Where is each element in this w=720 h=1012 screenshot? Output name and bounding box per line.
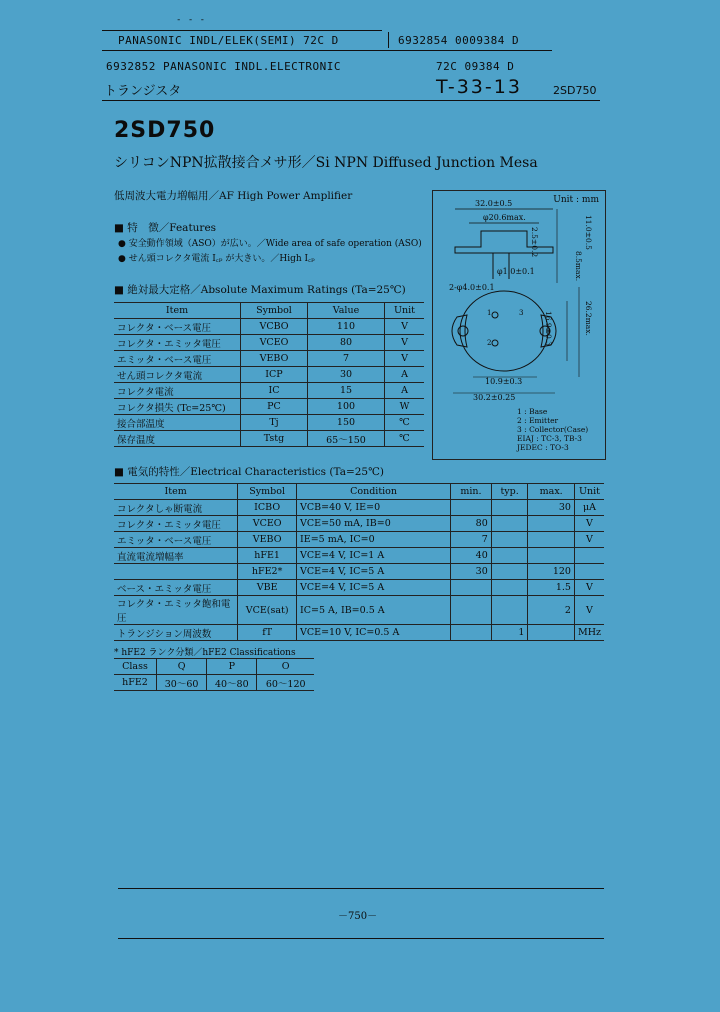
dim-width: 32.0±0.5 [475,199,513,208]
table-cell: ℃ [385,415,425,431]
table-cell [528,516,575,532]
table-cell: MHz [574,625,604,641]
col-header: min. [451,484,492,500]
table-cell [491,564,528,580]
hfe-class-table [114,658,314,691]
table-cell: Tj [241,415,308,431]
pin-label: 3 [519,309,524,317]
table-cell: 30 [528,500,575,516]
table-cell [574,548,604,564]
table-row [114,399,424,415]
table-cell: 直流電流増幅率 [114,548,238,564]
table-cell: 100 [308,399,385,415]
table-cell [491,580,528,596]
elec-table [114,483,604,641]
table-cell: エミッタ・ベース電圧 [114,532,238,548]
table-cell: 110 [308,319,385,335]
table-cell: 120 [528,564,575,580]
col-header: Symbol [238,484,297,500]
table-header-row [114,303,424,319]
part-number-right: 2SD750 [553,84,597,97]
table-row [114,548,604,564]
col-header: Condition [297,484,451,500]
table-cell: VCE=4 V, IC=1 A [297,548,451,564]
table-row [114,351,424,367]
col-header: Class [114,659,157,675]
table-row [114,675,314,691]
table-cell [574,564,604,580]
table-cell: ICBO [238,500,297,516]
table-cell: 80 [451,516,492,532]
stamp-line1-b: 6932854 0009384 D [398,34,520,47]
dim-lead: 11.0±0.5 [584,215,593,250]
table-cell: VEBO [241,351,308,367]
col-header: Item [114,303,241,319]
table-row [114,516,604,532]
table-cell: コレクタ損失 (Tc=25℃) [114,399,241,415]
table-cell: A [385,367,425,383]
category-label: トランジスタ [104,84,182,99]
table-cell: コレクタ・エミッタ電圧 [114,516,238,532]
table-cell [491,548,528,564]
table-cell: Tstg [241,431,308,447]
table-cell: 40～80 [207,675,257,691]
legend-line: 3 : Collector(Case) [517,425,589,434]
dim-hole: 2-φ4.0±0.1 [449,283,495,292]
table-cell: 接合部温度 [114,415,241,431]
table-row [114,580,604,596]
table-cell: μA [574,500,604,516]
table-row [114,335,424,351]
page-number: －750－ [338,911,378,922]
table-row [114,532,604,548]
table-cell: コレクタ電流 [114,383,241,399]
hfe-class-heading: * hFE2 ランク分類／hFE2 Classifications [114,648,296,658]
table-cell: 7 [451,532,492,548]
stamp-line2-b: 72C 09384 D [436,60,515,73]
col-header: max. [528,484,575,500]
dim-pin-row: 10.9±0.3 [485,377,523,386]
table-cell: VCE=4 V, IC=5 A [297,580,451,596]
table-cell: 65～150 [308,431,385,447]
table-cell [491,516,528,532]
legend-line: EIAJ : TC-3, TB-3 [517,434,582,443]
table-cell: コレクタ・エミッタ電圧 [114,335,241,351]
table-row [114,500,604,516]
table-cell: 80 [308,335,385,351]
col-header: Value [308,303,385,319]
stamp-line2-a: 6932852 PANASONIC INDL.ELECTRONIC [106,60,342,73]
subtitle: シリコンNPN拡散接合メサ形／Si NPN Diffused Junction Mesa [114,155,538,171]
table-cell: hFE2 [114,675,157,691]
table-cell: VEBO [238,532,297,548]
table-cell: 30 [451,564,492,580]
table-row [114,415,424,431]
col-header: O [257,659,314,675]
table-cell: 保存温度 [114,431,241,447]
table-cell: V [385,319,425,335]
table-row [114,383,424,399]
table-row [114,596,604,625]
top-dash: - - - [176,15,206,25]
application: 低周波大電力増幅用／AF High Power Amplifier [114,190,353,202]
pin-label: 2 [487,339,492,347]
table-cell: hFE2* [238,564,297,580]
dim-pin-spacing: 16.9±0.3 [544,311,553,346]
table-cell: VCB=40 V, IE=0 [297,500,451,516]
table-cell: コレクタ・エミッタ飽和電圧 [114,596,238,625]
table-cell [451,500,492,516]
col-header: Unit [574,484,604,500]
table-cell: エミッタ・ベース電圧 [114,351,241,367]
table-cell: V [385,335,425,351]
table-cell: ベース・エミッタ電圧 [114,580,238,596]
table-cell [451,580,492,596]
table-cell: 40 [451,548,492,564]
table-row [114,564,604,580]
dim-hole-spacing: 30.2±0.25 [473,393,516,402]
table-cell: VCE=4 V, IC=5 A [297,564,451,580]
table-cell: VCE(sat) [238,596,297,625]
handwritten-code: T-33-13 [436,76,522,98]
table-cell: 1.5 [528,580,575,596]
dim-pin-dia: φ1.0±0.1 [497,267,535,276]
table-cell: V [574,516,604,532]
table-cell: W [385,399,425,415]
legend-line: 1 : Base [517,407,548,416]
package-drawing [432,190,606,460]
table-cell: VCEO [238,516,297,532]
table-row [114,625,604,641]
table-cell: IC=5 A, IB=0.5 A [297,596,451,625]
table-cell: IC [241,383,308,399]
table-row [114,431,424,447]
col-header: Symbol [241,303,308,319]
col-header: Unit [385,303,425,319]
unit-label: Unit : mm [553,195,599,205]
table-cell: V [574,580,604,596]
table-cell: PC [241,399,308,415]
dim-height: 2.5±0.2 [530,227,539,258]
pin-legend [517,407,588,452]
col-header: P [207,659,257,675]
table-cell: ℃ [385,431,425,447]
table-cell [528,548,575,564]
dim-max-h: 8.5max. [574,251,583,282]
table-cell: VCEO [241,335,308,351]
table-cell: VCE=10 V, IC=0.5 A [297,625,451,641]
page-title: 2SD750 [114,118,216,143]
table-cell: 1 [491,625,528,641]
legend-line: JEDEC : TO-3 [517,443,569,452]
table-cell: 30～60 [157,675,207,691]
elec-heading: ■ 電気的特性／Electrical Characteristics (Ta=25℃) [114,466,384,478]
features-heading: ■ 特 徴／Features [114,222,217,234]
table-cell: トランジション周波数 [114,625,238,641]
table-cell: 30 [308,367,385,383]
table-cell [451,596,492,625]
table-cell: VCE=50 mA, IB=0 [297,516,451,532]
table-cell: V [385,351,425,367]
table-header-row [114,484,604,500]
table-cell: 2 [528,596,575,625]
table-cell: V [574,532,604,548]
table-cell [528,532,575,548]
table-cell [491,596,528,625]
table-cell: A [385,383,425,399]
feature-item: ● 安全動作領域（ASO）が広い。／Wide area of safe operation (ASO) [118,239,422,249]
table-cell: IE=5 mA, IC=0 [297,532,451,548]
pin-label: 1 [487,309,492,317]
table-cell: 60～120 [257,675,314,691]
table-cell [528,625,575,641]
abs-max-heading: ■ 絶対最大定格／Absolute Maximum Ratings (Ta=25℃) [114,284,406,296]
table-cell [491,532,528,548]
table-cell: hFE1 [238,548,297,564]
table-header-row [114,659,314,675]
table-cell: 15 [308,383,385,399]
table-cell: コレクタしゃ断電流 [114,500,238,516]
abs-max-table [114,302,424,447]
table-row [114,319,424,335]
feature-item: ● せん頭コレクタ電流 I꜀ₚ が大きい。／High I꜀ₚ [118,254,315,264]
legend-line: 2 : Emitter [517,416,559,425]
col-header: Item [114,484,238,500]
table-cell: 7 [308,351,385,367]
table-cell: せん頭コレクタ電流 [114,367,241,383]
table-cell: VCBO [241,319,308,335]
table-cell: ICP [241,367,308,383]
table-cell: コレクタ・ベース電圧 [114,319,241,335]
col-header: Q [157,659,207,675]
table-cell: 150 [308,415,385,431]
table-cell: V [574,596,604,625]
table-cell [451,625,492,641]
col-header: typ. [491,484,528,500]
table-cell: fT [238,625,297,641]
stamp-line1-a: PANASONIC INDL/ELEK(SEMI) 72C D [118,34,339,47]
table-cell [491,500,528,516]
table-cell: VBE [238,580,297,596]
dim-body-max: 26.2max. [584,301,593,336]
table-row [114,367,424,383]
table-cell [114,564,238,580]
dim-cap: φ20.6max. [483,213,526,222]
